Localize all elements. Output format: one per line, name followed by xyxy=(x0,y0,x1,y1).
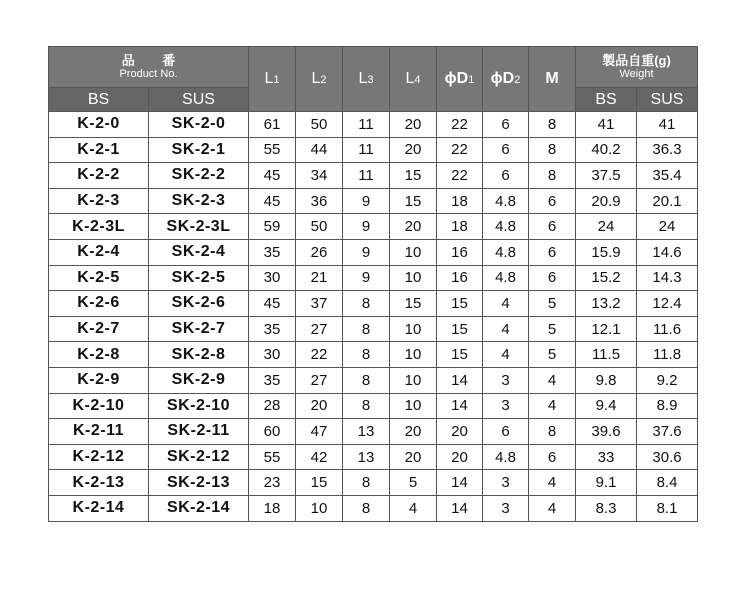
table-row xyxy=(49,367,698,393)
col-m-main: M xyxy=(545,70,559,87)
l3-cell: 9 xyxy=(343,239,390,265)
weight-sus-cell: 41 xyxy=(637,112,698,138)
d2-cell: 4 xyxy=(483,342,529,368)
d2-cell: 6 xyxy=(483,137,529,163)
d2-cell: 4.8 xyxy=(483,239,529,265)
col-d1-main: ϕD xyxy=(444,70,469,87)
d2-cell: 6 xyxy=(483,112,529,138)
weight-bs-cell: 40.2 xyxy=(576,137,637,163)
d2-cell: 6 xyxy=(483,419,529,445)
sus-product-no-cell: SK-2-0 xyxy=(149,112,249,138)
l4-cell: 15 xyxy=(390,291,437,317)
d1-cell: 14 xyxy=(437,367,483,393)
m-cell: 5 xyxy=(529,342,576,368)
sus-header: SUS xyxy=(149,88,249,112)
bs-product-no-cell: K-2-8 xyxy=(49,342,149,368)
l3-cell: 8 xyxy=(343,342,390,368)
l3-cell: 9 xyxy=(343,188,390,214)
weight-bs-cell: 33 xyxy=(576,444,637,470)
col-header-m xyxy=(529,47,576,112)
weight-bs-cell: 9.4 xyxy=(576,393,637,419)
table-row xyxy=(49,470,698,496)
d2-cell: 3 xyxy=(483,367,529,393)
l1-cell: 45 xyxy=(249,291,296,317)
m-cell: 4 xyxy=(529,470,576,496)
weight-sus-header: SUS xyxy=(637,88,698,112)
col-l3-sub: 3 xyxy=(367,74,374,86)
weight-sus-cell: 30.6 xyxy=(637,444,698,470)
weight-bs-cell: 15.9 xyxy=(576,239,637,265)
m-cell: 5 xyxy=(529,316,576,342)
bs-product-no-cell: K-2-2 xyxy=(49,163,149,189)
weight-sus-cell: 14.3 xyxy=(637,265,698,291)
d1-cell: 15 xyxy=(437,291,483,317)
l2-cell: 36 xyxy=(296,188,343,214)
l2-cell: 27 xyxy=(296,316,343,342)
l1-cell: 45 xyxy=(249,188,296,214)
l3-cell: 9 xyxy=(343,214,390,240)
bs-product-no-cell: K-2-5 xyxy=(49,265,149,291)
table-row xyxy=(49,163,698,189)
d1-cell: 20 xyxy=(437,444,483,470)
weight-sus-cell: 8.9 xyxy=(637,393,698,419)
l2-cell: 42 xyxy=(296,444,343,470)
sus-product-no-cell: SK-2-14 xyxy=(149,495,249,521)
m-cell: 5 xyxy=(529,291,576,317)
l3-cell: 11 xyxy=(343,163,390,189)
weight-bs-cell: 20.9 xyxy=(576,188,637,214)
m-cell: 6 xyxy=(529,444,576,470)
l2-cell: 50 xyxy=(296,214,343,240)
bs-product-no-cell: K-2-11 xyxy=(49,419,149,445)
col-l4-sub: 4 xyxy=(414,74,421,86)
l1-cell: 35 xyxy=(249,367,296,393)
sus-product-no-cell: SK-2-2 xyxy=(149,163,249,189)
l1-cell: 23 xyxy=(249,470,296,496)
l4-cell: 10 xyxy=(390,393,437,419)
d1-cell: 22 xyxy=(437,137,483,163)
l3-cell: 13 xyxy=(343,444,390,470)
d1-cell: 16 xyxy=(437,265,483,291)
m-cell: 6 xyxy=(529,265,576,291)
col-d2-main: ϕD xyxy=(490,70,515,87)
l4-cell: 10 xyxy=(390,239,437,265)
l3-cell: 8 xyxy=(343,495,390,521)
sus-product-no-cell: SK-2-6 xyxy=(149,291,249,317)
l4-cell: 20 xyxy=(390,419,437,445)
l2-cell: 10 xyxy=(296,495,343,521)
weight-bs-cell: 13.2 xyxy=(576,291,637,317)
bs-product-no-cell: K-2-3L xyxy=(49,214,149,240)
d2-cell: 4 xyxy=(483,316,529,342)
weight-sus-cell: 35.4 xyxy=(637,163,698,189)
d1-cell: 14 xyxy=(437,470,483,496)
l2-cell: 44 xyxy=(296,137,343,163)
col-header-l2 xyxy=(296,47,343,112)
col-l1-main: L xyxy=(264,70,274,87)
weight-bs-cell: 8.3 xyxy=(576,495,637,521)
d2-cell: 6 xyxy=(483,163,529,189)
col-header-l3 xyxy=(343,47,390,112)
weight-bs-cell: 12.1 xyxy=(576,316,637,342)
l2-cell: 15 xyxy=(296,470,343,496)
weight-bs-cell: 24 xyxy=(576,214,637,240)
bs-product-no-cell: K-2-6 xyxy=(49,291,149,317)
l4-cell: 20 xyxy=(390,112,437,138)
m-cell: 8 xyxy=(529,137,576,163)
l2-cell: 34 xyxy=(296,163,343,189)
l1-cell: 55 xyxy=(249,137,296,163)
weight-sus-cell: 9.2 xyxy=(637,367,698,393)
weight-sus-cell: 8.1 xyxy=(637,495,698,521)
weight-bs-header: BS xyxy=(576,88,637,112)
product-no-header xyxy=(49,47,249,88)
sus-product-no-cell: SK-2-3 xyxy=(149,188,249,214)
m-cell: 8 xyxy=(529,419,576,445)
table-body xyxy=(49,112,698,522)
l1-cell: 35 xyxy=(249,239,296,265)
weight-bs-cell: 37.5 xyxy=(576,163,637,189)
d1-cell: 22 xyxy=(437,112,483,138)
bs-product-no-cell: K-2-9 xyxy=(49,367,149,393)
table-row xyxy=(49,393,698,419)
sus-product-no-cell: SK-2-1 xyxy=(149,137,249,163)
l1-cell: 59 xyxy=(249,214,296,240)
bs-product-no-cell: K-2-14 xyxy=(49,495,149,521)
m-cell: 8 xyxy=(529,163,576,189)
table-row xyxy=(49,137,698,163)
weight-bs-cell: 41 xyxy=(576,112,637,138)
weight-sus-cell: 11.6 xyxy=(637,316,698,342)
bs-header: BS xyxy=(49,88,149,112)
l4-cell: 10 xyxy=(390,265,437,291)
weight-sus-cell: 12.4 xyxy=(637,291,698,317)
l4-cell: 5 xyxy=(390,470,437,496)
l1-cell: 35 xyxy=(249,316,296,342)
weight-sus-cell: 20.1 xyxy=(637,188,698,214)
product-no-en-label: Product No. xyxy=(119,68,178,80)
product-table-container xyxy=(48,46,697,522)
l2-cell: 47 xyxy=(296,419,343,445)
col-header-l1 xyxy=(249,47,296,112)
table-row xyxy=(49,419,698,445)
weight-bs-cell: 15.2 xyxy=(576,265,637,291)
bs-product-no-cell: K-2-1 xyxy=(49,137,149,163)
sus-product-no-cell: SK-2-13 xyxy=(149,470,249,496)
l3-cell: 8 xyxy=(343,470,390,496)
weight-jp-label: 製品自重(g) xyxy=(602,53,671,68)
l4-cell: 4 xyxy=(390,495,437,521)
weight-bs-cell: 9.1 xyxy=(576,470,637,496)
l4-cell: 10 xyxy=(390,342,437,368)
l4-cell: 20 xyxy=(390,214,437,240)
product-no-jp-label: 品 番 xyxy=(121,53,188,68)
table-row xyxy=(49,265,698,291)
l2-cell: 50 xyxy=(296,112,343,138)
d2-cell: 4.8 xyxy=(483,188,529,214)
col-header-d1 xyxy=(437,47,483,112)
l4-cell: 15 xyxy=(390,163,437,189)
l4-cell: 10 xyxy=(390,367,437,393)
d2-cell: 3 xyxy=(483,393,529,419)
table-row xyxy=(49,239,698,265)
col-l2-sub: 2 xyxy=(320,74,327,86)
table-row xyxy=(49,188,698,214)
weight-sus-cell: 8.4 xyxy=(637,470,698,496)
bs-product-no-cell: K-2-3 xyxy=(49,188,149,214)
l4-cell: 20 xyxy=(390,444,437,470)
l3-cell: 9 xyxy=(343,265,390,291)
sus-product-no-cell: SK-2-5 xyxy=(149,265,249,291)
l4-cell: 20 xyxy=(390,137,437,163)
sus-product-no-cell: SK-2-11 xyxy=(149,419,249,445)
m-cell: 4 xyxy=(529,367,576,393)
sus-product-no-cell: SK-2-8 xyxy=(149,342,249,368)
bs-product-no-cell: K-2-12 xyxy=(49,444,149,470)
l3-cell: 8 xyxy=(343,367,390,393)
l4-cell: 10 xyxy=(390,316,437,342)
l1-cell: 60 xyxy=(249,419,296,445)
l1-cell: 61 xyxy=(249,112,296,138)
l3-cell: 11 xyxy=(343,112,390,138)
d2-cell: 3 xyxy=(483,470,529,496)
l2-cell: 37 xyxy=(296,291,343,317)
d1-cell: 14 xyxy=(437,495,483,521)
weight-sus-cell: 24 xyxy=(637,214,698,240)
l2-cell: 20 xyxy=(296,393,343,419)
sus-product-no-cell: SK-2-7 xyxy=(149,316,249,342)
d1-cell: 18 xyxy=(437,188,483,214)
sus-product-no-cell: SK-2-3L xyxy=(149,214,249,240)
col-l4-main: L xyxy=(405,70,415,87)
table-row xyxy=(49,495,698,521)
m-cell: 8 xyxy=(529,112,576,138)
bs-product-no-cell: K-2-4 xyxy=(49,239,149,265)
m-cell: 6 xyxy=(529,188,576,214)
l1-cell: 55 xyxy=(249,444,296,470)
l3-cell: 8 xyxy=(343,393,390,419)
l1-cell: 28 xyxy=(249,393,296,419)
l4-cell: 15 xyxy=(390,188,437,214)
l1-cell: 18 xyxy=(249,495,296,521)
l3-cell: 11 xyxy=(343,137,390,163)
table-row xyxy=(49,444,698,470)
col-l1-sub: 1 xyxy=(273,74,280,86)
col-d1-sub: 1 xyxy=(468,74,475,86)
weight-bs-cell: 39.6 xyxy=(576,419,637,445)
bs-product-no-cell: K-2-13 xyxy=(49,470,149,496)
d2-cell: 4.8 xyxy=(483,444,529,470)
product-spec-table xyxy=(48,46,698,522)
l3-cell: 8 xyxy=(343,316,390,342)
table-row xyxy=(49,342,698,368)
sus-product-no-cell: SK-2-10 xyxy=(149,393,249,419)
d2-cell: 4.8 xyxy=(483,265,529,291)
m-cell: 6 xyxy=(529,214,576,240)
bs-product-no-cell: K-2-10 xyxy=(49,393,149,419)
d1-cell: 15 xyxy=(437,316,483,342)
sus-product-no-cell: SK-2-12 xyxy=(149,444,249,470)
bs-product-no-cell: K-2-7 xyxy=(49,316,149,342)
d2-cell: 4.8 xyxy=(483,214,529,240)
weight-bs-cell: 9.8 xyxy=(576,367,637,393)
table-row xyxy=(49,112,698,138)
m-cell: 4 xyxy=(529,393,576,419)
col-header-d2 xyxy=(483,47,529,112)
col-l2-main: L xyxy=(311,70,321,87)
l1-cell: 45 xyxy=(249,163,296,189)
l2-cell: 22 xyxy=(296,342,343,368)
l1-cell: 30 xyxy=(249,265,296,291)
d2-cell: 4 xyxy=(483,291,529,317)
table-row xyxy=(49,316,698,342)
d1-cell: 16 xyxy=(437,239,483,265)
d1-cell: 14 xyxy=(437,393,483,419)
weight-bs-cell: 11.5 xyxy=(576,342,637,368)
sus-product-no-cell: SK-2-9 xyxy=(149,367,249,393)
weight-sus-cell: 14.6 xyxy=(637,239,698,265)
table-row xyxy=(49,214,698,240)
weight-sus-cell: 36.3 xyxy=(637,137,698,163)
l1-cell: 30 xyxy=(249,342,296,368)
l2-cell: 21 xyxy=(296,265,343,291)
d1-cell: 18 xyxy=(437,214,483,240)
col-d2-sub: 2 xyxy=(514,74,521,86)
d1-cell: 20 xyxy=(437,419,483,445)
d1-cell: 15 xyxy=(437,342,483,368)
table-row xyxy=(49,291,698,317)
weight-sus-cell: 37.6 xyxy=(637,419,698,445)
col-header-l4 xyxy=(390,47,437,112)
l2-cell: 27 xyxy=(296,367,343,393)
weight-sus-cell: 11.8 xyxy=(637,342,698,368)
m-cell: 6 xyxy=(529,239,576,265)
m-cell: 4 xyxy=(529,495,576,521)
weight-en-label: Weight xyxy=(619,68,654,80)
bs-product-no-cell: K-2-0 xyxy=(49,112,149,138)
sus-product-no-cell: SK-2-4 xyxy=(149,239,249,265)
d2-cell: 3 xyxy=(483,495,529,521)
l3-cell: 13 xyxy=(343,419,390,445)
d1-cell: 22 xyxy=(437,163,483,189)
l3-cell: 8 xyxy=(343,291,390,317)
l2-cell: 26 xyxy=(296,239,343,265)
weight-header xyxy=(576,47,698,88)
col-l3-main: L xyxy=(358,70,368,87)
